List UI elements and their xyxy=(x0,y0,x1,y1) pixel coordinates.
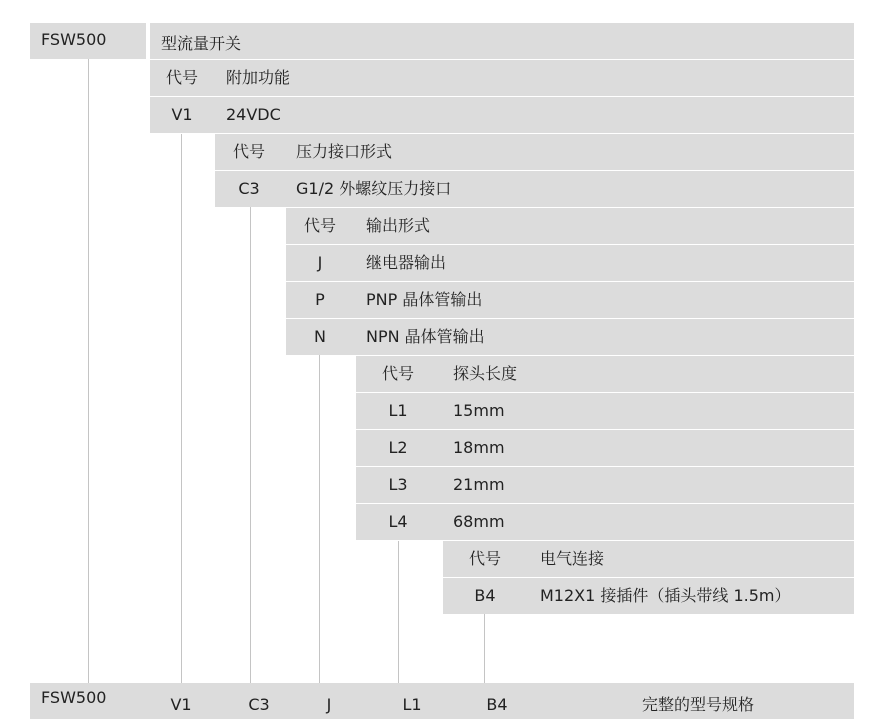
footer-code-v1: V1 xyxy=(170,695,192,714)
option-code-l1: L1 xyxy=(388,401,408,420)
probe-length-code-header: 代号 xyxy=(381,364,414,383)
footer-code-c3: C3 xyxy=(248,695,270,714)
output-code-header: 代号 xyxy=(303,216,336,235)
connector-line-model xyxy=(88,59,89,683)
footer-code-j: J xyxy=(326,695,332,714)
footer-model: FSW500 xyxy=(41,688,107,707)
electrical-title: 电气连接 xyxy=(540,549,605,568)
output-title: 输出形式 xyxy=(366,216,431,235)
footer-code-l1: L1 xyxy=(402,695,422,714)
option-code-v1: V1 xyxy=(171,105,193,124)
option-desc-j: 继电器输出 xyxy=(366,253,447,272)
additional-function-code-header: 代号 xyxy=(165,68,198,87)
option-code-c3: C3 xyxy=(238,179,260,198)
footer-code-b4: B4 xyxy=(486,695,508,714)
pressure-port-title: 压力接口形式 xyxy=(296,142,393,161)
option-code-j: J xyxy=(317,253,323,272)
option-code-n: N xyxy=(314,327,326,346)
additional-function-title: 附加功能 xyxy=(226,68,291,87)
option-code-p: P xyxy=(315,290,325,309)
option-desc-c3: G1/2 外螺纹压力接口 xyxy=(296,179,452,198)
option-desc-v1: 24VDC xyxy=(226,105,281,124)
option-desc-l3: 21mm xyxy=(453,475,505,494)
connector-line-electrical xyxy=(484,614,485,683)
option-desc-p: PNP 晶体管输出 xyxy=(366,290,483,309)
option-desc-b4: M12X1 接插件（插头带线 1.5m） xyxy=(540,586,791,605)
header-name: 型流量开关 xyxy=(161,34,242,53)
header-model: FSW500 xyxy=(41,30,107,49)
connector-line-additional-function xyxy=(181,134,182,683)
footer-label: 完整的型号规格 xyxy=(642,695,755,714)
option-desc-l2: 18mm xyxy=(453,438,505,457)
option-code-l3: L3 xyxy=(388,475,408,494)
electrical-code-header: 代号 xyxy=(468,549,501,568)
option-code-l4: L4 xyxy=(388,512,408,531)
header-name-bar xyxy=(150,23,854,59)
option-code-l2: L2 xyxy=(388,438,408,457)
connector-line-probe-length xyxy=(398,541,399,683)
connector-line-pressure-port xyxy=(250,207,251,683)
option-desc-l4: 68mm xyxy=(453,512,505,531)
connector-line-output xyxy=(319,355,320,683)
option-code-b4: B4 xyxy=(474,586,496,605)
option-desc-l1: 15mm xyxy=(453,401,505,420)
pressure-port-code-header: 代号 xyxy=(232,142,265,161)
probe-length-title: 探头长度 xyxy=(453,364,518,383)
option-desc-n: NPN 晶体管输出 xyxy=(366,327,485,346)
